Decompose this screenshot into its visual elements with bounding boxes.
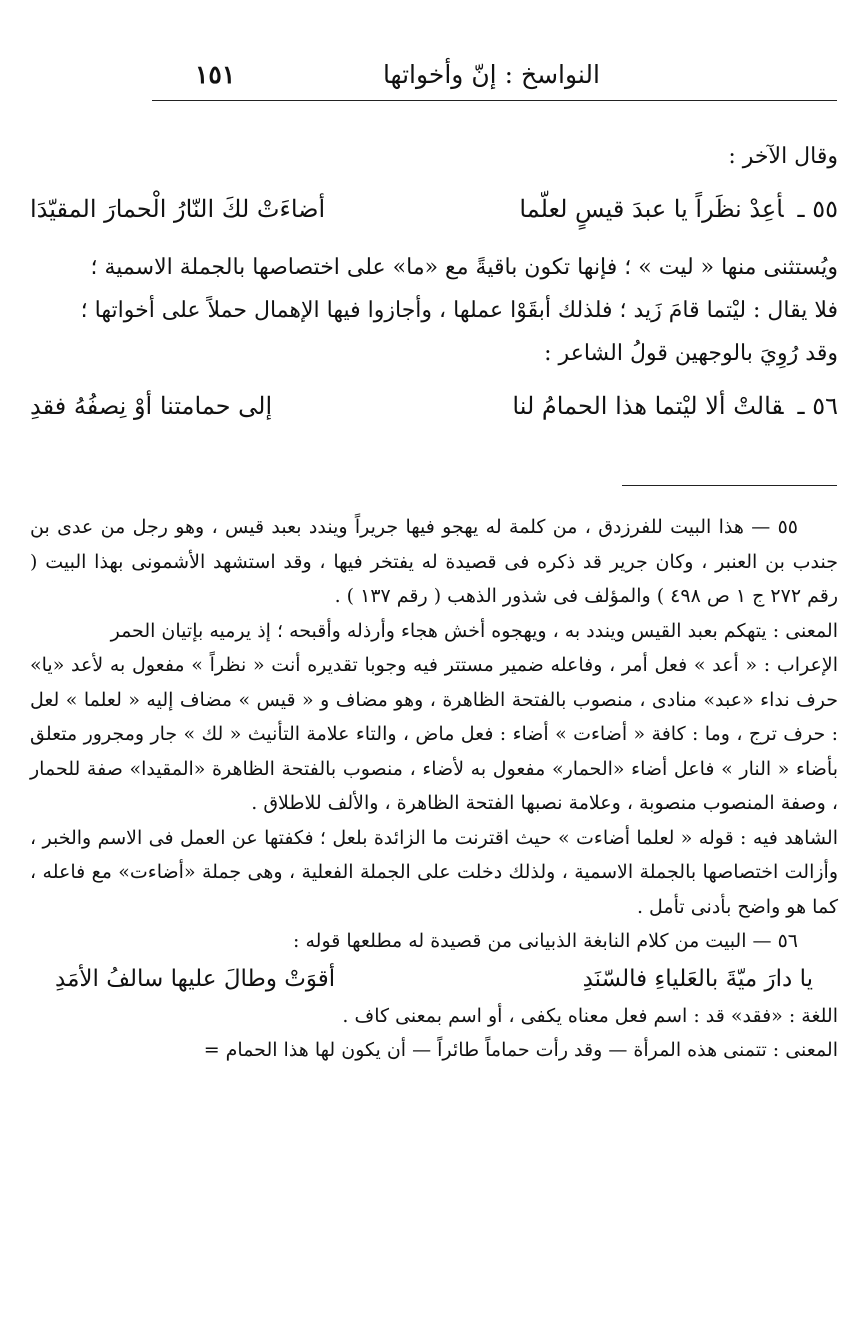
verse-55-number: ٥٥ ـ — [797, 195, 838, 223]
footnote-56-hemistich-2: أقوَتْ وطالَ عليها سالفُ الأمَدِ — [55, 965, 336, 992]
paragraph-2: فلا يقال : ليْتما قامَ زَيد ؛ فلذلك أبقَوْا عملها ، وأجازوا فيها الإهمال حملاً على أخواتها ؛ — [80, 298, 838, 323]
footnote-55-source: ٥٥ — هذا البيت للفرزدق ، من كلمة له يهجو فيها جريراً ويندد بعبد قيس ، وهو رجل من عدى بن جندب بن العنبر ، وكان جرير قد ذكره فى قصيدة له يفتخر فيها ، وقد استشهد الأشمونى بهذا البيت ( رقم ٢٧٢ ج ١ ص ٤٩٨ ) والمؤلف فى شذور الذهب ( رقم ١٣٧ ) . — [30, 516, 838, 607]
footnote-56-meaning: المعنى : تتمنى هذه المرأة — وقد رأت حماماً طائراً — أن يكون لها هذا الحمام = — [203, 1039, 838, 1061]
intro-line: وقال الآخر : — [728, 144, 838, 169]
paragraph-1: ويُستثنى منها « ليت » ؛ فإنها تكون باقيةً مع «ما» على اختصاصها بالجملة الاسمية ؛ — [90, 255, 838, 280]
running-title: النواسخ : إنّ وأخواتها — [382, 60, 600, 89]
verse-56-number: ٥٦ ـ — [797, 392, 838, 420]
footnote-56-source: ٥٦ — البيت من كلام النابغة الذبيانى من قصيدة له مطلعها قوله : — [293, 930, 798, 952]
footnotes — [30, 510, 838, 1068]
verse-56 — [30, 383, 838, 429]
footnote-55-meaning: المعنى : يتهكم بعبد القيس ويندد به ، ويهجوه أخش هجاء وأرذله وأقبحه ؛ إذ يرميه بإتيان الحمر — [110, 619, 838, 642]
page-number: ١٥١ — [195, 60, 236, 89]
footnote-56-lexicon: اللغة : «فقد» قد : اسم فعل معناه يكفى ، أو اسم بمعنى كاف . — [342, 1004, 838, 1027]
verse-56-hemistich-2: إلى حمامتنا أوْ نِصفُهُ فقدِ — [30, 392, 273, 420]
verse-55 — [30, 186, 838, 232]
verse-55-hemistich-1: ٥٥ ـأعِدْ نظَراً يا عبدَ قيسٍ لعلّما — [519, 195, 838, 223]
header-rule — [152, 100, 837, 101]
main-text — [30, 135, 838, 443]
footnote-56-verse — [30, 959, 838, 999]
verse-55-hemistich-2: أضاءَتْ لكَ النّارُ الْحمارَ المقيّدَا — [30, 195, 326, 223]
paragraph-3: وقد رُوِيَ بالوجهين قولُ الشاعر : — [544, 341, 838, 366]
footnote-56-hemistich-1: يا دارَ ميّةَ بالعَلياءِ فالسّنَدِ — [582, 965, 813, 992]
footnote-55-parsing: الإعراب : « أعد » فعل أمر ، وفاعله ضمير مستتر فيه وجوبا تقديره أنت « نظراً » مفعول به لأعد «يا» حرف نداء «عبد» منادى ، منصوب بالفتحة الظاهرة ، وهو مضاف و « قيس » مضاف إليه « لعلما » لعل : حرف ترج ، وما : كافة « أضاءت » أضاء : فعل ماض ، والتاء علامة التأنيث « لك » جار ومجرور متعلق بأضاء « النار » فاعل أضاء «الحمار» مفعول به لأضاء ، منصوب بالفتحة الظاهرة «المقيدا» صفة للحمار ، وصفة المنصوب منصوبة ، وعلامة نصبها الفتحة الظاهرة ، والألف للاطلاق . — [30, 654, 839, 814]
footnote-rule — [622, 485, 837, 486]
footnote-55-evidence: الشاهد فيه : قوله « لعلما أضاءت » حيث اقترنت ما الزائدة بلعل ؛ فكفتها عن العمل فى الاسم والخبر ، وأزالت اختصاصها بالجملة الاسمية ، ولذلك دخلت على الجملة الفعلية ، وهى جملة «أضاءت» مع فاعله ، كما هو واضح بأدنى تأمل . — [30, 826, 838, 918]
verse-56-hemistich-1: ٥٦ ـقالتْ ألا ليْتما هذا الحمامُ لنا — [512, 392, 838, 420]
page-header — [155, 60, 830, 98]
